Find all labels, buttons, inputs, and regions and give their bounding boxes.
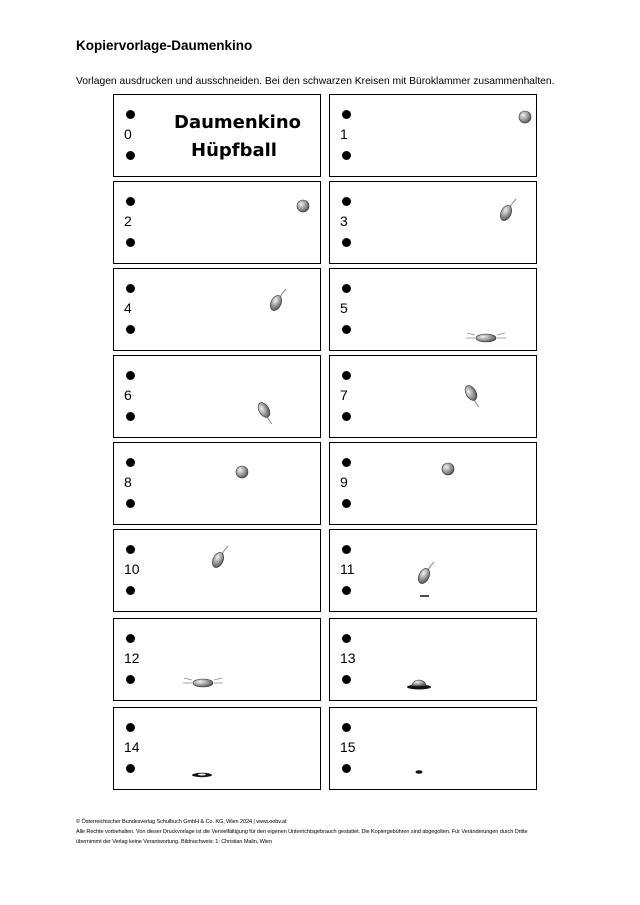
- ball-icon: [407, 680, 431, 690]
- footer-copyright: © Österreichischer Bundesverlag Schulbuch GmbH & Co. KG, Wien 2024 | www.oebv.at: [76, 819, 287, 825]
- instructions: Vorlagen ausdrucken und ausschneiden. Bei den schwarzen Kreisen mit Büroklammer zusammenhalten.: [76, 76, 555, 87]
- footer-rights: Alle Rechte vorbehalten. Von dieser Druckvorlage ist die Vervielfältigung für den eigenen Unterrichtsgebrauch gestattet. Die Kopiergebühren sind abgegolten. Für Veränderungen durch Dritte: [76, 829, 528, 835]
- flipbook-card: [329, 94, 537, 177]
- ball-drawing: [330, 530, 534, 609]
- ball-icon: [236, 466, 248, 478]
- flipbook-card: [113, 268, 321, 351]
- card-number: 7: [340, 387, 348, 403]
- card-number: 6: [124, 387, 132, 403]
- ball-drawing: [114, 182, 318, 261]
- flipbook-card: [329, 181, 537, 264]
- card-number: 11: [340, 561, 355, 577]
- page-title: Kopiervorlage-Daumenkino: [76, 38, 253, 53]
- ball-drawing: [114, 269, 318, 348]
- flipbook-card: [113, 94, 321, 177]
- flipbook-card: [113, 181, 321, 264]
- card-number: 15: [340, 739, 356, 755]
- ball-drawing: [330, 356, 534, 435]
- flipbook-card: [329, 442, 537, 525]
- ball-icon: [498, 199, 516, 222]
- flipbook-card: [113, 355, 321, 438]
- ball-icon: [519, 111, 531, 123]
- ball-icon: [183, 678, 223, 687]
- ball-drawing: [114, 443, 318, 522]
- ball-drawing: [330, 269, 534, 348]
- ball-drawing: [330, 95, 534, 174]
- flipbook-card: [113, 618, 321, 701]
- ball-icon: [442, 463, 454, 475]
- card-number: 3: [340, 213, 348, 229]
- card-number: 4: [124, 300, 132, 316]
- flipbook-card: [329, 268, 537, 351]
- ball-drawing: [114, 356, 318, 435]
- flipbook-card: [329, 707, 537, 790]
- card-number: 10: [124, 561, 140, 577]
- ball-icon: [192, 773, 212, 777]
- ball-drawing: [114, 708, 318, 787]
- cover-title: [174, 109, 302, 165]
- binding-hole-icon: [126, 151, 135, 160]
- card-number: 14: [124, 739, 140, 755]
- ball-drawing: [114, 530, 318, 609]
- card-number: 0: [124, 126, 132, 142]
- ball-icon: [416, 562, 434, 596]
- footer-credits: übernimmt der Verlag keine Verantwortung. Bildnachweis: 1: Christian Malin, Wien: [76, 839, 272, 845]
- ball-icon: [463, 384, 480, 407]
- ball-icon: [297, 200, 309, 212]
- cover-title-line2: Hüpfball: [191, 140, 277, 161]
- ball-icon: [416, 770, 423, 774]
- footer: [76, 817, 576, 847]
- ball-icon: [268, 289, 286, 312]
- card-number: 12: [124, 650, 140, 666]
- ball-drawing: [330, 443, 534, 522]
- card-number: 8: [124, 474, 132, 490]
- ball-drawing: [330, 182, 534, 261]
- flipbook-card: [329, 355, 537, 438]
- ball-icon: [256, 401, 273, 424]
- card-number: 9: [340, 474, 348, 490]
- ball-icon: [466, 333, 506, 342]
- ball-drawing: [330, 619, 534, 698]
- binding-hole-icon: [126, 110, 135, 119]
- ball-icon: [210, 546, 228, 569]
- flipbook-card: [329, 529, 537, 612]
- flipbook-card: [113, 707, 321, 790]
- flipbook-card: [329, 618, 537, 701]
- card-number: 13: [340, 650, 356, 666]
- card-number: 1: [340, 126, 348, 142]
- card-number: 5: [340, 300, 348, 316]
- ball-drawing: [330, 708, 534, 787]
- card-number: 2: [124, 213, 132, 229]
- flipbook-card: [113, 442, 321, 525]
- cover-title-line1: Daumenkino: [174, 112, 302, 133]
- ball-drawing: [114, 619, 318, 698]
- flipbook-card: [113, 529, 321, 612]
